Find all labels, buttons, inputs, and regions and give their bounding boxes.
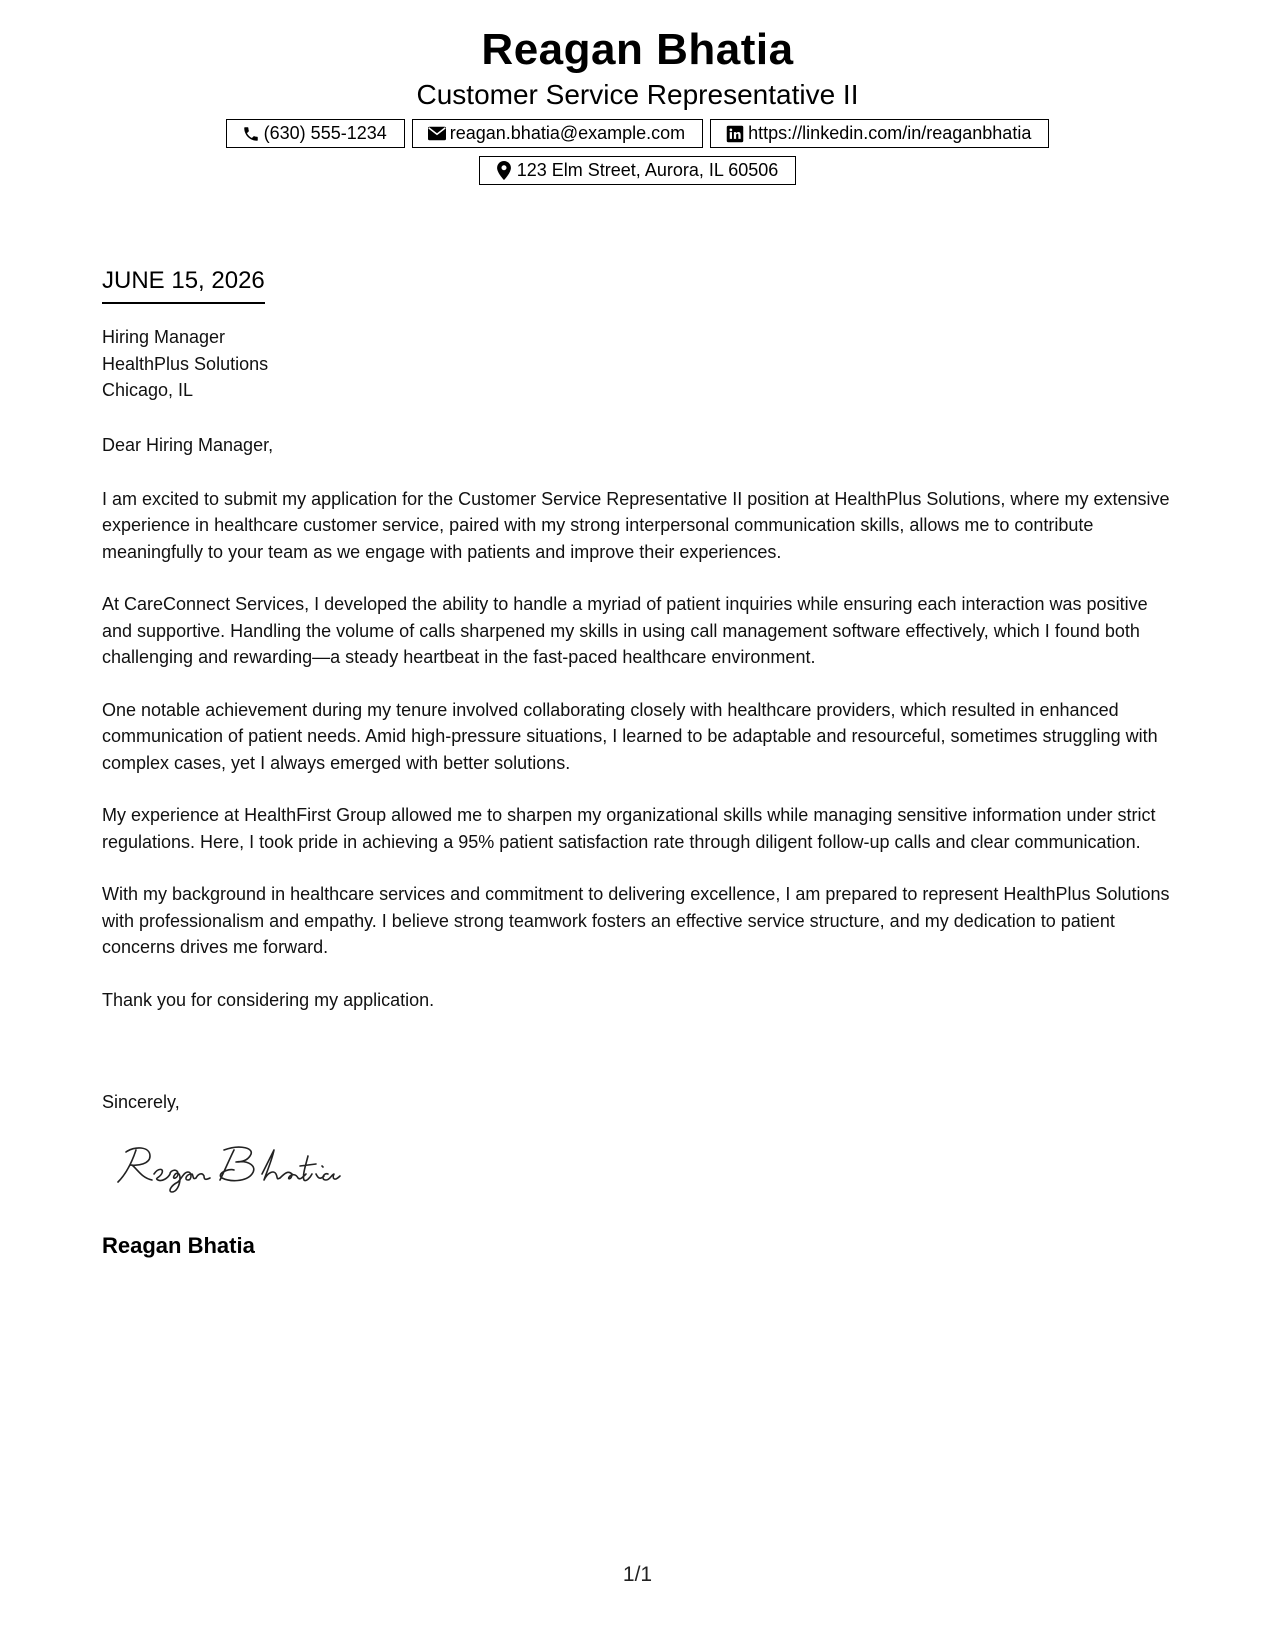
envelope-icon [427,124,447,144]
recipient-block [102,324,268,404]
recipient-line: Chicago, IL [102,380,194,400]
letter-header [0,22,1275,185]
salutation: Dear Hiring Manager, [102,435,274,455]
page-number: 1/1 [622,1563,653,1586]
recipient-line: Hiring Manager [102,327,226,347]
address-text: 123 Elm Street, Aurora, IL 60506 [516,160,779,180]
contact-row [0,119,1275,148]
phone-text: (630) 555-1234 [263,123,387,143]
body-paragraph: At CareConnect Services, I developed the ability to handle a myriad of patient inquiries while ensuring each interaction was positive and supportive. Handling the volume of calls sharpened my skills in using call management software effectively, which I found both challenging and rewarding—a steady heartbeat in the fast-paced healthcare environment. [102,594,1148,667]
recipient-line: HealthPlus Solutions [102,353,269,374]
linkedin-icon [725,124,745,144]
handwritten-signature [112,1138,352,1196]
phone-icon [241,124,261,144]
address-chip[interactable] [479,156,797,185]
body-paragraph: Thank you for considering my application. [102,989,435,1010]
letter-body [102,432,1177,1039]
email-chip[interactable] [412,119,703,148]
applicant-title: Customer Service Representative II [416,79,859,110]
letter-date: JUNE 15, 2026 [102,266,265,304]
email-text: reagan.bhatia@example.com [449,123,686,143]
body-paragraph: With my background in healthcare services and commitment to delivering excellence, I am prepared to represent HealthPlus Solutions with professionalism and empathy. I believe strong teamwork fosters an effective service structure, and my dedication to patient concerns drives me forward. [102,884,1170,957]
phone-chip[interactable] [226,119,405,148]
applicant-name: Reagan Bhatia [481,25,794,74]
body-paragraph: My experience at HealthFirst Group allowed me to sharpen my organizational skills while managing sensitive information under strict regulations. Here, I took pride in achieving a 95% patient satisfaction rate through diligent follow-up calls and clear communication. [102,805,1156,852]
body-paragraph: One notable achievement during my tenure involved collaborating closely with healthcare providers, which resulted in enhanced communication of patient needs. Amid high-pressure situations, I learned to be adaptable and resourceful, sometimes struggling with complex cases, yet I always emerged with better solutions. [102,699,1158,773]
map-pin-icon [494,161,514,181]
signer-name: Reagan Bhatia [102,1233,255,1258]
linkedin-chip[interactable] [710,119,1049,148]
closing: Sincerely, [102,1092,180,1112]
body-paragraph: I am excited to submit my application for the Customer Service Representative II position at HealthPlus Solutions, where my extensive experience in healthcare customer service, paired with my strong interpersonal communication skills, allows me to contribute meaningfully to your team as we engage with patients and improve their experiences. [102,488,1170,562]
contact-row-address [0,156,1275,185]
linkedin-text: https://linkedin.com/in/reaganbhatia [748,123,1032,143]
